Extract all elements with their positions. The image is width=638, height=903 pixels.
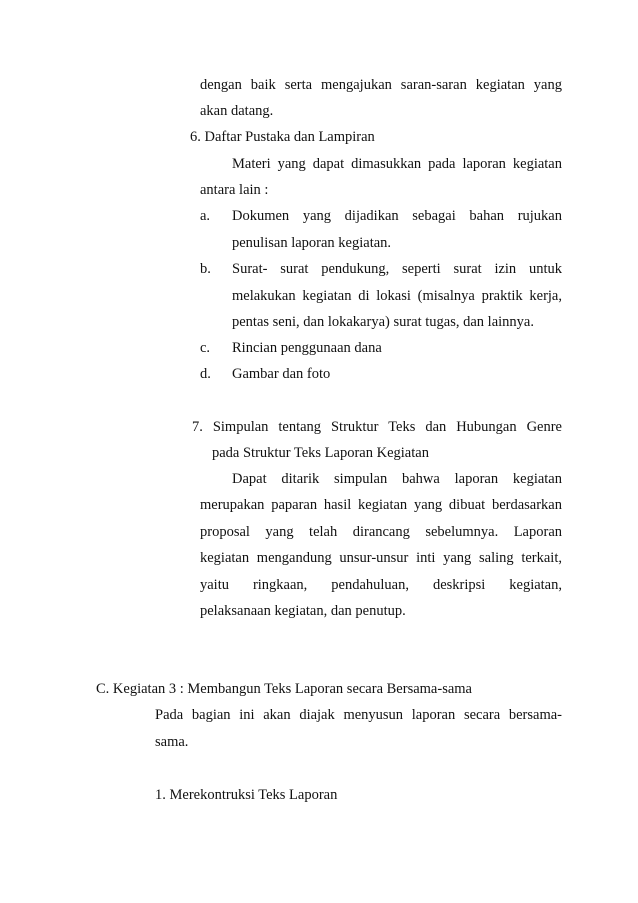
list-item-b-line-1: Surat- surat pendukung, seperti surat izin untuk: [232, 261, 562, 277]
section-7-para-line-1: Dapat ditarik simpulan bahwa laporan kegiatan: [232, 471, 562, 487]
list-item-b-line-3: pentas seni, dan lokakarya) surat tugas, dan lainnya.: [232, 314, 534, 330]
list-item-b-line-2: melakukan kegiatan di lokasi (misalnya praktik kerja,: [232, 288, 562, 304]
section-7-para-line-6: pelaksanaan kegiatan, dan penutup.: [200, 603, 406, 619]
section-c-subheading-1: 1. Merekontruksi Teks Laporan: [155, 787, 338, 803]
list-item-marker: c.: [200, 340, 211, 356]
section-6-intro-line-2: antara lain :: [200, 182, 269, 198]
list-item-marker: b.: [200, 261, 211, 277]
list-item-a-line-1: Dokumen yang dijadikan sebagai bahan rujukan: [232, 208, 562, 224]
list-item-marker: a.: [200, 208, 211, 224]
continuation-line-2: akan datang.: [200, 103, 274, 119]
section-6-intro-line-1: Materi yang dapat dimasukkan pada laporan kegiatan: [232, 156, 562, 172]
section-7-para-line-4: kegiatan mengandung unsur-unsur inti yang saling terkait,: [200, 550, 562, 566]
section-6-heading: 6. Daftar Pustaka dan Lampiran: [190, 129, 375, 145]
section-7-heading-line-2: pada Struktur Teks Laporan Kegiatan: [212, 445, 429, 461]
list-item-marker: d.: [200, 366, 211, 382]
section-7-heading-line-1: 7. Simpulan tentang Struktur Teks dan Hubungan Genre: [192, 419, 562, 435]
section-7-para-line-5: yaitu ringkaan, pendahuluan, deskripsi kegiatan,: [200, 577, 562, 593]
section-c-para-line-2: sama.: [155, 734, 189, 750]
section-c-heading: C. Kegiatan 3 : Membangun Teks Laporan secara Bersama-sama: [96, 681, 472, 697]
section-7-para-line-2: merupakan paparan hasil kegiatan yang dibuat berdasarkan: [200, 497, 562, 513]
continuation-line-1: dengan baik serta mengajukan saran-saran kegiatan yang: [200, 77, 562, 93]
list-item-c-line-1: Rincian penggunaan dana: [232, 340, 382, 356]
list-item-d-line-1: Gambar dan foto: [232, 366, 331, 382]
section-c-para-line-1: Pada bagian ini akan diajak menyusun laporan secara bersama-: [155, 707, 562, 723]
section-7-para-line-3: proposal yang telah dirancang sebelumnya. Laporan: [200, 524, 562, 540]
list-item-a-line-2: penulisan laporan kegiatan.: [232, 235, 392, 251]
